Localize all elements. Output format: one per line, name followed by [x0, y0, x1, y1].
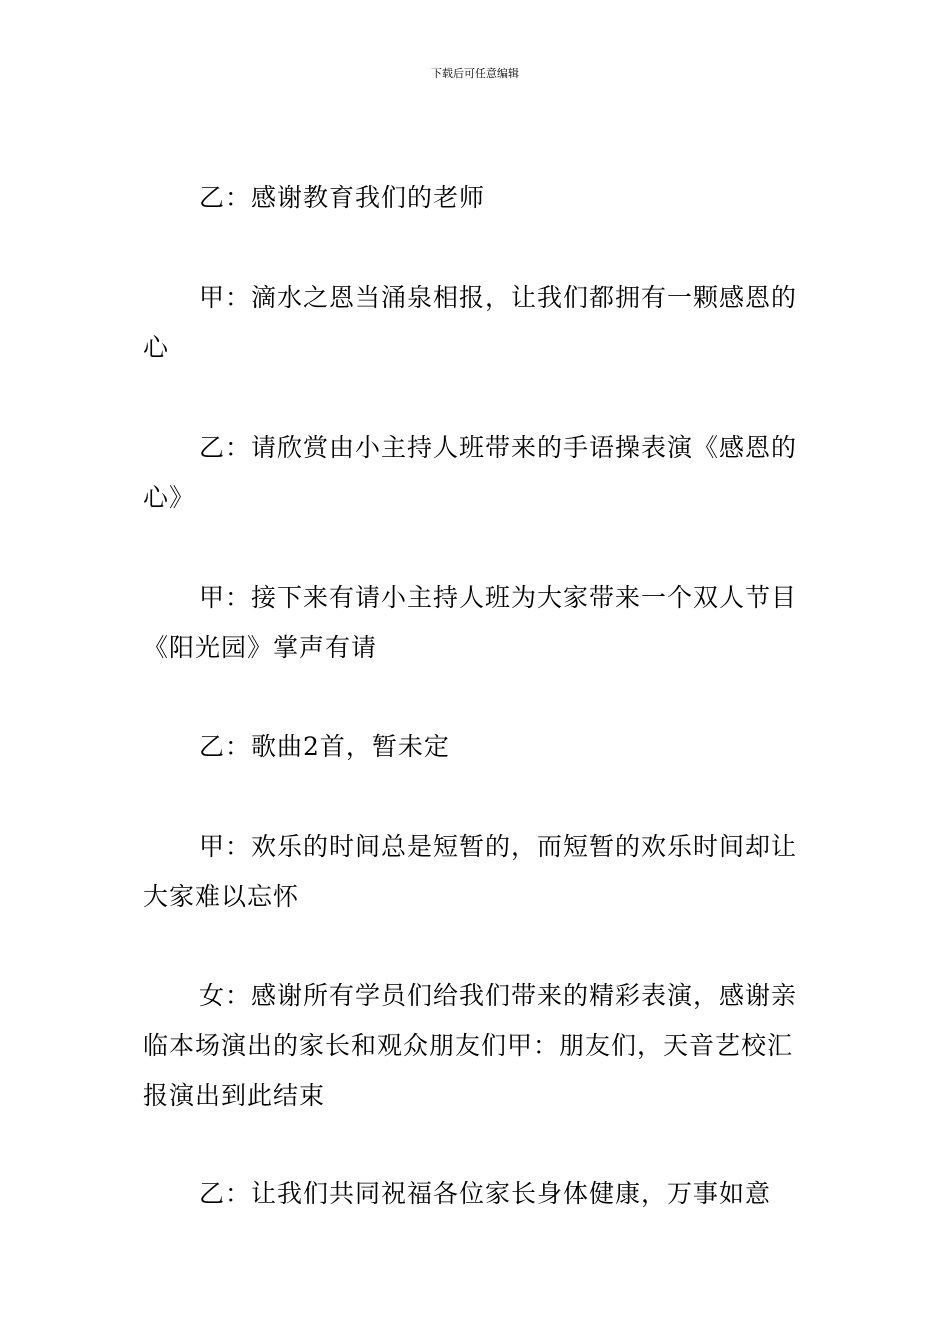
- paragraph: 乙：感谢教育我们的老师: [199, 183, 486, 212]
- paragraph: 乙：请欣赏由小主持人班带来的手语操表演《感恩的心》: [143, 433, 798, 512]
- paragraph: 甲：接下来有请小主持人班为大家带来一个双人节目《阳光园》掌声有请: [143, 583, 798, 662]
- paragraph: 乙：歌曲2首，暂未定: [199, 732, 450, 761]
- paragraph: 女：感谢所有学员们给我们带来的精彩表演，感谢亲临本场演出的家长和观众朋友们甲：朋友们，天音艺校汇报演出到此结束: [143, 981, 798, 1110]
- paragraph: 甲：欢乐的时间总是短暂的，而短暂的欢乐时间却让大家难以忘怀: [143, 832, 798, 911]
- page-header: 下载后可任意编辑: [431, 67, 519, 80]
- paragraph: 甲：滴水之恩当涌泉相报，让我们都拥有一颗感恩的心: [143, 283, 798, 362]
- paragraph: 乙：让我们共同祝福各位家长身体健康，万事如意: [199, 1179, 772, 1208]
